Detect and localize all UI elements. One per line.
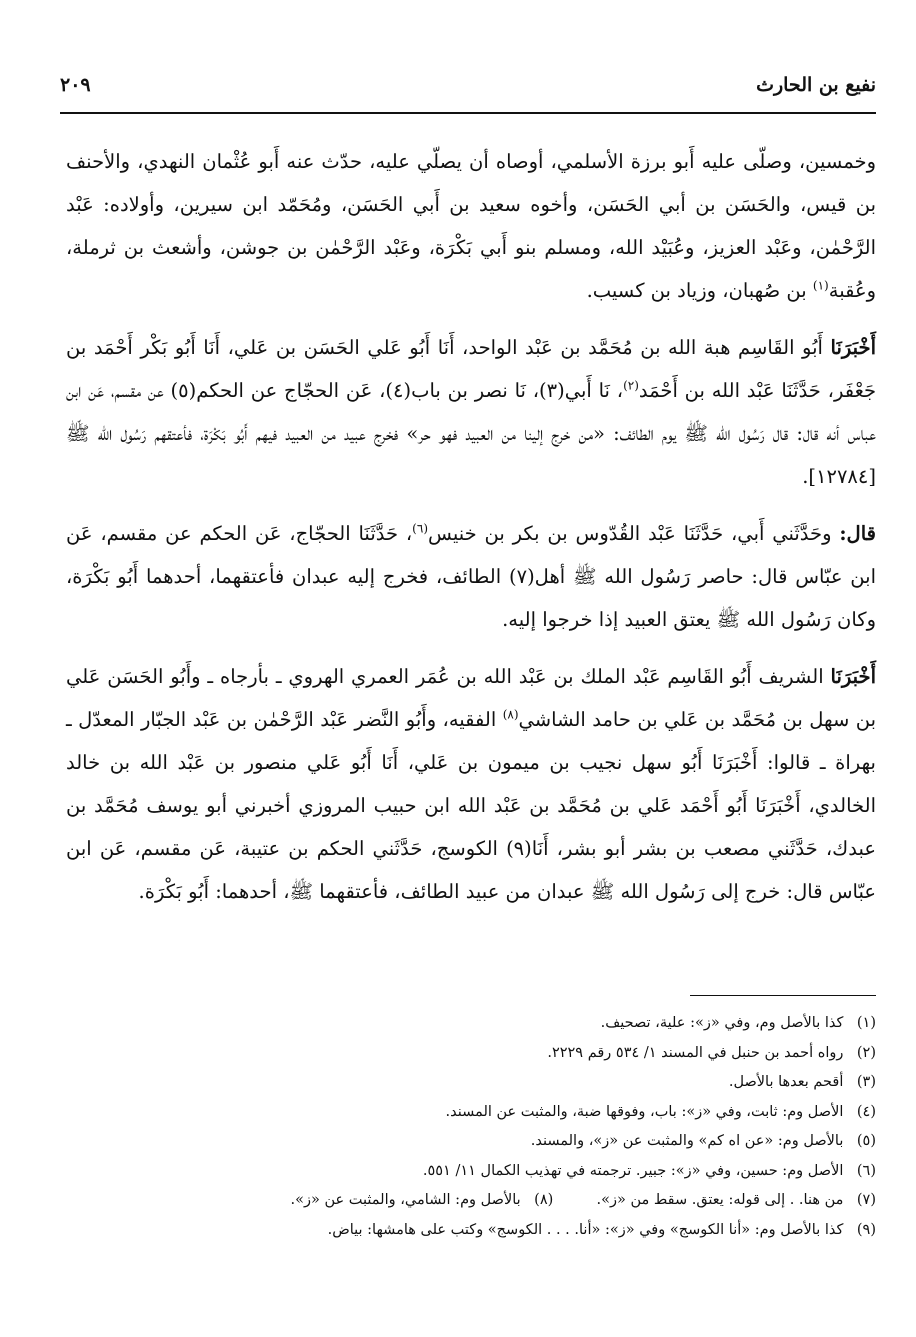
footnote-7-8 <box>60 1186 876 1216</box>
footnote-text: رواه أحمد بن حنبل في المسند ١/ ٥٣٤ رقم ٢٢٢٩. <box>547 1044 844 1061</box>
paragraph-text: وحَدَّثَني أَبي، حَدَّثَنَا عَبْد القُدّوس بن بكر بن خنيس <box>428 522 840 545</box>
footnote-number: (٤) <box>856 1103 876 1120</box>
footnote-1 <box>60 1009 876 1039</box>
footnote-ref: (٨) <box>502 707 519 722</box>
footnote-rule <box>690 995 876 996</box>
footnotes <box>60 1009 876 1245</box>
paragraph-4 <box>66 655 876 913</box>
footnote-3 <box>60 1068 876 1098</box>
paragraph-text: الشريف أَبُو القَاسِم عَبْد الملك بن عَبْد الله بن عُمَر العمري الهروي ـ بأرجاه ـ وأَبُو الحَسَن عَلي بن سهل بن مُحَمَّد بن عَلي بن حامد الشاشي <box>66 665 877 731</box>
header-rule <box>60 112 876 114</box>
paragraph-tail: ، نَا أَبي(٣)، نَا نصر بن باب(٤)، عَن الحجّاج عن الحكم(٥) عن مقسم، عَن ابن عباس أنه قال: قال رَسُول الله ﷺ يوم الطائف: «من خرج إلينا من العبيد فهو حر» فخرج عبيد من العبيد فيهم أَبُو بَكْرَة، فأعتقهم رَسُول الله ﷺ [١٢٧٨٤]. <box>66 379 876 488</box>
paragraph-tail: ، حَدَّثَنَا الحجّاج، عَن الحكم عن مقسم، عَن ابن عبّاس قال: حاصر رَسُول الله ﷺ أهل(٧) الطائف، فخرج إليه عبدان فأعتقهما، أحدهما أَبُو بَكْرَة، وكان رَسُول الله ﷺ يعتق العبيد إذا خرجوا إليه. <box>66 522 876 631</box>
footnote-5 <box>60 1127 876 1157</box>
footnote-number: (٢) <box>856 1044 876 1061</box>
footnote-number: (٧) <box>856 1192 876 1208</box>
footnote-number: (٣) <box>856 1074 876 1090</box>
footnote-text: الأصل وم: ثابت، وفي «ز»: باب، وفوقها ضبة، والمثبت عن المسند. <box>445 1103 844 1120</box>
running-header <box>60 70 876 110</box>
footnote-number: (٦) <box>856 1162 876 1179</box>
paragraph-text: أَبُو القَاسِم هبة الله بن مُحَمَّد بن عَبْد الواحد، أَنَا أَبُو عَلي الحَسَن بن عَلي، أَنَا أَبُو بَكْر أَحْمَد بن جَعْفَر، حَدَّثَنَا عَبْد الله بن أَحْمَد <box>66 336 877 402</box>
footnote-number: (٥) <box>856 1133 876 1149</box>
paragraph-1 <box>66 140 876 312</box>
footnote-text: كذا بالأصل وم، وفي «ز»: علية، تصحيف. <box>600 1015 844 1031</box>
footnote-ref: (٦) <box>412 521 428 536</box>
footnote-text: كذا بالأصل وم: «أنا الكوسج» وفي «ز»: «أنا. . . . الكوسج» وكتب على هامشها: بياض. <box>327 1221 844 1238</box>
paragraph-tail: الفقيه، وأَبُو النَّضر عَبْد الرَّحْمٰن بن عَبْد الجبّار المعدّل ـ بهراة ـ قالوا: أَخْبَرَنَا أَبُو سهل نجيب بن ميمون بن عَلي، أَنَا أَبُو عَلي منصور بن عَبْد الله بن خالد الخالدي، أَخْبَرَنَا أَبُو أَحْمَد عَلي بن مُحَمَّد بن عَبْد الله ابن حبيب المروزي أخبرني أبو يوسف مُحَمَّد بن عبدك، حَدَّثَني مصعب بن بشر أبو بشر، أَنَا(٩) الكوسج، حَدَّثَني الحكم بن عتيبة، عَن مقسم، عَن ابن عبّاس قال: خرج إلى رَسُول الله ﷺ عبدان من عبيد الطائف، فأعتقهما ﷺ، أحدهما: أَبُو بَكْرَة. <box>66 708 876 903</box>
paragraph-3 <box>66 512 876 641</box>
footnote-2 <box>60 1039 876 1069</box>
footnote-number: (١) <box>856 1015 876 1031</box>
footnote-6 <box>60 1157 876 1187</box>
running-title: نفيع بن الحارث <box>756 74 876 96</box>
main-text <box>66 140 876 927</box>
footnote-ref: (٢) <box>623 378 639 393</box>
paragraph-text: وخمسين، وصلّى عليه أَبو برزة الأسلمي، أوصاه أن يصلّي عليه، حدّث عنه أَبو عُثْمان النهدي، والأحنف بن قيس، والحَسَن بن أبي الحَسَن، وأخوه سعيد بن أَبي الحَسَن، ومُحَمّد ابن سيرين، وأولاده: عَبْد الرَّحْمٰن، وعَبْد العزيز، وعُبَيْد الله، ومسلم بنو أَبي بَكْرَة، وعَبْد الرَّحْمٰن بن جوشن، وأشعث بن ثرملة، وعُقبة <box>66 150 876 302</box>
footnote-4 <box>60 1098 876 1128</box>
footnote-9 <box>60 1216 876 1246</box>
paragraph-lead: أَخْبَرَنَا <box>830 665 876 688</box>
page-number: ٢٠٩ <box>60 74 91 96</box>
paragraph-2 <box>66 326 876 498</box>
footnote-text: أقحم بعدها بالأصل. <box>728 1074 844 1090</box>
footnote-text: بالأصل وم: الشامي، والمثبت عن «ز». <box>290 1192 521 1208</box>
paragraph-lead: قال: <box>839 522 876 545</box>
footnote-ref: (١) <box>812 278 829 293</box>
footnote-text: الأصل وم: حسين، وفي «ز»: جبير. ترجمته في تهذيب الكمال ١١/ ٥٥١. <box>422 1162 844 1179</box>
paragraph-tail: بن صُهبان، وزياد بن كسيب. <box>586 279 813 302</box>
footnote-number: (٩) <box>856 1221 876 1238</box>
paragraph-lead: أَخْبَرَنَا <box>830 336 876 359</box>
footnote-text: بالأصل وم: «عن اه كم» والمثبت عن «ز»، والمسند. <box>530 1133 844 1149</box>
footnote-number: (٨) <box>534 1192 554 1208</box>
footnote-text: من هنا. . إلى قوله: يعتق. سقط من «ز». <box>596 1192 844 1208</box>
